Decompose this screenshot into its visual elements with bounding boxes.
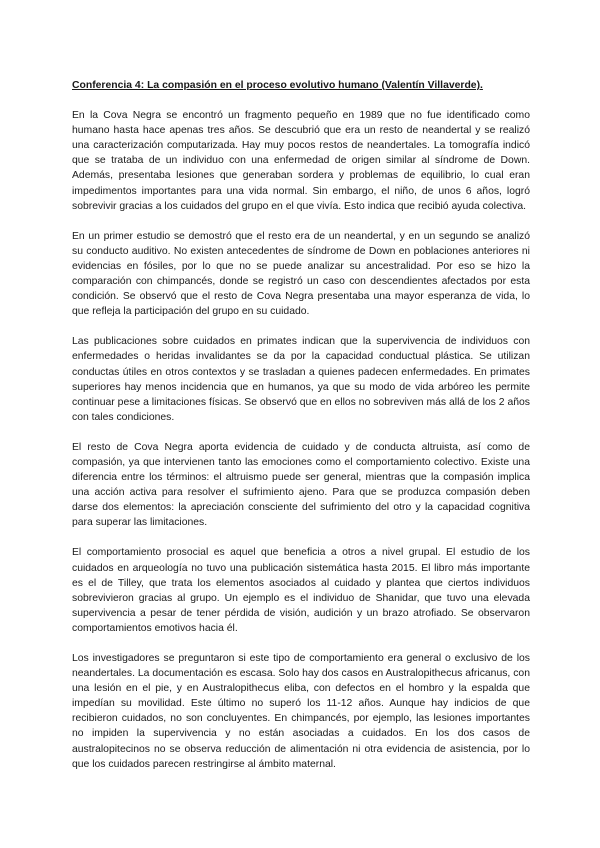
paragraph-prosocial-behavior: El comportamiento prosocial es aquel que beneficia a otros a nivel grupal. El estudio de los cuidados en arqueología no tuvo una publicación sistemática hasta 2015. El libro más importante es el de Tilley, que trata los elementos asociados al cuidado y plantea que ciertos individuos sobrevivieron gracias al grupo. Un ejemplo es el individuo de Shanidar, que tuvo una elevada supervivencia a pesar de tener pérdida de visión, audición y un brazo atrofiado. Se observaron comportamientos emotivos hacia él. <box>72 547 530 634</box>
document-title: Conferencia 4: La compasión en el proceso evolutivo humano (Valentín Villaverde). <box>72 80 483 91</box>
paragraph-primate-care: Las publicaciones sobre cuidados en primates indican que la supervivencia de individuos con enfermedades o heridas invalidantes se da por la capacidad conductual plástica. Se utilizan conductas útiles en otros contextos y se trasladan a quienes padecen enfermedades. En primates superiores hay menos incidencia que en humanos, ya que su modo de vida arbóreo les permite continuar pese a limitaciones físicas. Se observó que en ellos no sobreviven más allá de los 2 años con tales condiciones. <box>72 336 530 423</box>
paragraph-altruism-compassion: El resto de Cova Negra aporta evidencia de cuidado y de conducta altruista, así como de compasión, ya que intervienen tanto las emociones como el comportamiento colectivo. Existe una diferencia entre los términos: el altruismo puede ser general, mientras que la compasión implica una acción activa para resolver el sufrimiento ajeno. Para que se produzca compasión deben darse dos elementos: la apreciación consciente del sufrimiento del otro y la capacidad cognitiva para superar las limitaciones. <box>72 441 530 529</box>
paragraph-cova-negra-discovery: En la Cova Negra se encontró un fragmento pequeño en 1989 que no fue identificado como humano hasta hace apenas tres años. Se descubrió que era un resto de neandertal y se realizó una caracterización computarizada. Hay muy pocos restos de neandertales. La tomografía indicó que se trataba de un individuo con una enfermedad de origen similar al síndrome de Down. Además, presentaba lesiones que generaban sordera y problemas de equilibrio, lo cual eran impedimentos importantes para una vida normal. Sin embargo, el niño, de unos 6 años, logró sobrevivir gracias a los cuidados del grupo en el que vivía. Esto indica que recibió ayuda colectiva. <box>72 110 530 212</box>
paragraph-auditory-study: En un primer estudio se demostró que el resto era de un neandertal, y en un segundo se analizó su conducto auditivo. No existen antecedentes de síndrome de Down en poblaciones anteriores ni evidencias en fósiles, por lo que no se puede analizar su ancestralidad. Por eso se hizo la comparación con chimpancés, donde se registró un caso con descendientes afectados por esta condición. Se observó que el resto de Cova Negra presentaba una mayor esperanza de vida, lo que refleja la participación del grupo en su cuidado. <box>72 230 530 318</box>
document-page <box>72 78 530 787</box>
paragraph-australopithecus: Los investigadores se preguntaron si este tipo de comportamiento era general o exclusivo de los neandertales. La documentación es escasa. Solo hay dos casos en Australopithecus africanus, con una lesión en el pie, y en Australopithecus eliba, con defectos en el hombro y la espalda que impedían su movilidad. Este último no superó los 11-12 años. Aunque hay indicios de que recibieron cuidados, no son concluyentes. En chimpancés, por ejemplo, las lesiones importantes no impiden la supervivencia y no están asociadas a cuidados. En los dos casos de australopitecinos no se observa reducción de alimentación ni otra evidencia de asistencia, por lo que los cuidados parecen restringirse al ámbito maternal. <box>72 653 530 770</box>
